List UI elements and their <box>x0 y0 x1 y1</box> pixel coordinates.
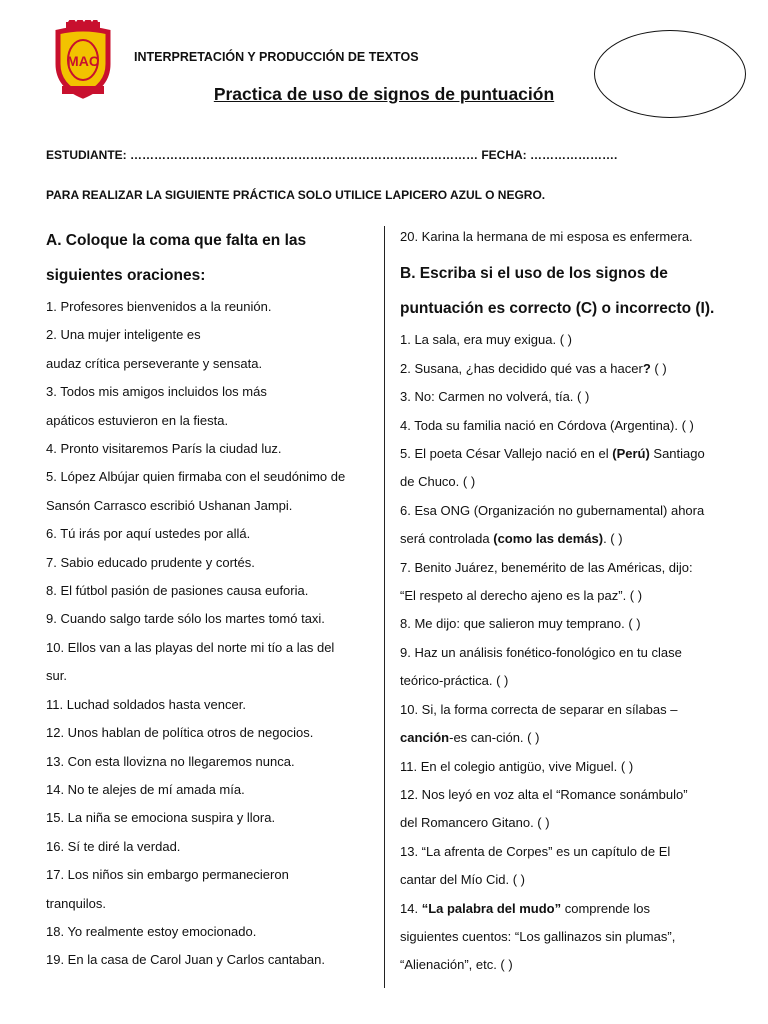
exercise-line <box>400 497 736 525</box>
exercise-line <box>400 412 736 440</box>
exercise-line: sur. <box>46 668 67 684</box>
section-a <box>46 224 376 975</box>
exercise-line <box>400 923 736 951</box>
line-text: 11. En el colegio antigüo, vive Miguel. ( ) <box>400 758 634 774</box>
exercise-line: 9. Cuando salgo tarde sólo los martes tomó taxi. <box>46 611 325 627</box>
exercise-line <box>400 525 736 553</box>
line-text: 7. Benito Juárez, benemérito de las Américas, dijo: <box>400 559 693 575</box>
exercise-line: audaz crítica perseverante y sensata. <box>46 355 263 371</box>
exercise-line <box>400 781 736 809</box>
line-text: 9. Haz un análisis fonético-fonológico en tu clase <box>400 644 682 660</box>
exercise-line: 4. Pronto visitaremos París la ciudad luz. <box>46 441 282 457</box>
exercise-line <box>400 753 736 781</box>
section-a-list <box>46 293 376 975</box>
line-text: del Romancero Gitano. ( ) <box>400 815 550 831</box>
exercise-line <box>400 554 736 582</box>
exercise-line: 15. La niña se emociona suspira y llora. <box>46 810 276 826</box>
exercise-line: 6. Tú irás por aquí ustedes por allá. <box>46 526 251 542</box>
exercise-line: 7. Sabio educado prudente y cortés. <box>46 554 255 570</box>
section-a-heading: A. Coloque la coma que falta en las <box>46 232 307 249</box>
line-text: 1. La sala, era muy exigua. ( ) <box>400 332 572 348</box>
exercise-line: 1. Profesores bienvenidos a la reunión. <box>46 299 272 314</box>
exercise-line: Sansón Carrasco escribió Ushanan Jampi. <box>46 497 293 513</box>
line-text: teórico-práctica. ( ) <box>400 673 509 689</box>
exercise-line <box>400 440 736 468</box>
exercise-line <box>400 383 736 411</box>
line-bold-text: ? <box>642 360 651 376</box>
logo-initials: MAC <box>67 53 99 69</box>
exercise-line: 8. El fútbol pasión de pasiones causa euforia. <box>46 583 309 599</box>
exercise-line: 14. No te alejes de mí amada mía. <box>46 781 245 797</box>
section-b-heading-cont: puntuación es correcto (C) o incorrecto (I). <box>400 299 715 317</box>
section-a-heading-cont: siguientes oraciones: <box>46 266 206 284</box>
exercise-line <box>400 639 736 667</box>
exercise-line <box>400 610 736 638</box>
exercise-line: 13. Con esta llovizna no llegaremos nunca. <box>46 753 295 769</box>
line-text: 8. Me dijo: que salieron muy temprano. ( ) <box>400 616 641 632</box>
line-text-after: Santiago <box>649 446 705 462</box>
exercise-line <box>400 667 736 695</box>
line-text: será controlada <box>400 531 494 547</box>
exercise-line <box>400 951 736 979</box>
exercise-line <box>400 866 736 894</box>
exercise-line <box>400 582 736 610</box>
line-text: siguientes cuentos: “Los gallinazos sin plumas”, <box>400 928 676 944</box>
line-text: 2. Susana, ¿has decidido qué vas a hacer <box>400 360 643 376</box>
exercise-line <box>400 355 736 383</box>
exercise-line: 12. Unos hablan de política otros de negocios. <box>46 725 314 741</box>
line-bold-text: (como las demás) <box>493 531 604 547</box>
exercise-line: 3. Todos mis amigos incluidos los más <box>46 384 267 400</box>
section-b-list <box>400 326 736 979</box>
line-text: 3. No: Carmen no volverá, tía. ( ) <box>400 389 590 405</box>
section-b-heading: B. Escriba si el uso de los signos de <box>400 265 668 283</box>
exercise-line: 5. López Albújar quien firmaba con el seudónimo de <box>46 469 346 485</box>
exercise-line: 17. Los niños sin embargo permanecieron <box>46 867 289 883</box>
exercise-line: 19. En la casa de Carol Juan y Carlos cantaban. <box>46 952 325 968</box>
line-text: “Alienación”, etc. ( ) <box>400 957 513 973</box>
exercise-line: tranquilos. <box>46 895 106 911</box>
line-text: 4. Toda su familia nació en Córdova (Argentina). ( ) <box>400 417 694 433</box>
exercise-line <box>400 724 736 752</box>
exercise-line <box>400 809 736 837</box>
student-date-line: ESTUDIANTE: …………………………………………………………………………… FECHA: …………………. <box>46 148 618 162</box>
line-text: cantar del Mío Cid. ( ) <box>400 872 525 888</box>
exercise-line: apáticos estuvieron en la fiesta. <box>46 412 229 428</box>
exercise-line <box>400 895 736 923</box>
exercise-line: 11. Luchad soldados hasta vencer. <box>46 696 246 712</box>
line-text: 10. Si, la forma correcta de separar en sílabas – <box>400 701 678 717</box>
line-text: 6. Esa ONG (Organización no gubernamental) ahora <box>400 502 705 518</box>
line-text-after: ( ) <box>650 360 667 376</box>
exercise-line: 18. Yo realmente estoy emocionado. <box>46 923 257 939</box>
line-text-after: comprende los <box>561 900 650 916</box>
exercise-line <box>400 696 736 724</box>
exercise-line <box>400 326 736 354</box>
line-text: “El respeto al derecho ajeno es la paz”. ( ) <box>400 588 643 604</box>
line-text: 13. “La afrenta de Corpes” es un capítulo de El <box>400 843 671 859</box>
line-bold-text: (Perú) <box>612 446 650 462</box>
line-text: 5. El poeta César Vallejo nació en el <box>400 446 613 462</box>
exercise-line: 2. Una mujer inteligente es <box>46 327 201 343</box>
exercise-line: 16. Sí te diré la verdad. <box>46 838 181 854</box>
section-b <box>400 223 736 980</box>
line-text: 14. <box>400 900 422 916</box>
exercise-line: 10. Ellos van a las playas del norte mi tío a las del <box>46 639 335 655</box>
line-bold-text: “La palabra del mudo” <box>421 900 562 916</box>
section-a-item-20: 20. Karina la hermana de mi esposa es enfermera. <box>400 229 693 244</box>
line-bold-text: canción <box>400 730 450 746</box>
exercise-line <box>400 838 736 866</box>
course-name: INTERPRETACIÓN Y PRODUCCIÓN DE TEXTOS <box>134 50 419 64</box>
instructions: PARA REALIZAR LA SIGUIENTE PRÁCTICA SOLO UTILICE LAPICERO AZUL O NEGRO. <box>46 188 546 202</box>
exercise-line <box>400 468 736 496</box>
line-text: de Chuco. ( ) <box>400 474 476 490</box>
line-text-after: . ( ) <box>603 531 623 547</box>
line-text-after: -es can-ción. ( ) <box>449 730 540 746</box>
line-text: 12. Nos leyó en voz alta el “Romance sonámbulo” <box>400 786 688 802</box>
column-divider <box>384 226 385 988</box>
page-title: Practica de uso de signos de puntuación <box>213 84 555 104</box>
